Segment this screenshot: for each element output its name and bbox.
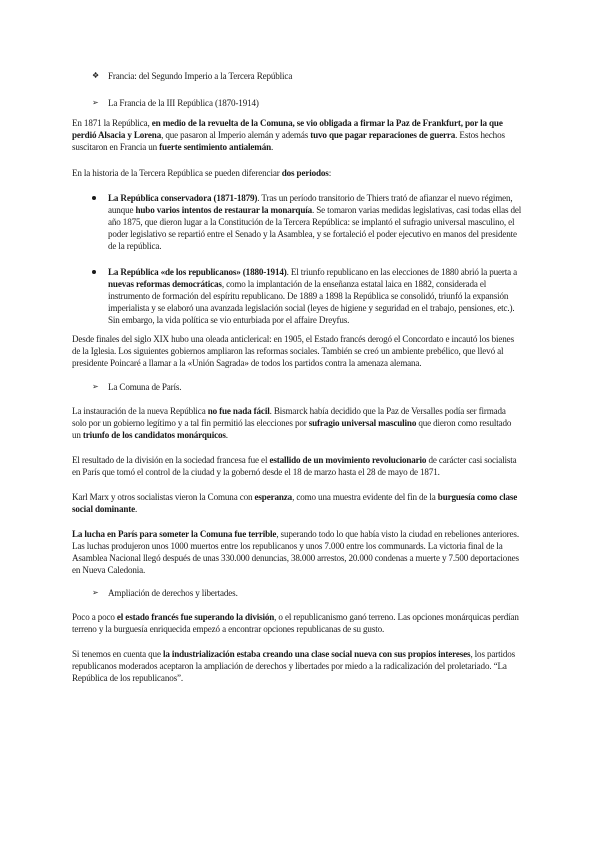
heading-ampliacion-derechos: Ampliación de derechos y libertades. xyxy=(108,588,238,598)
paragraph-movimiento-revolucionario xyxy=(72,454,522,478)
bold-run: La República conservadora (1871-1879) xyxy=(108,193,258,203)
heading-tercera-republica: La Francia de la III República (1870-1914) xyxy=(108,98,259,108)
text-run: Karl Marx y otros socialistas vieron la Comuna con xyxy=(72,492,255,502)
bold-run: hubo varios intentos de restaurar la monarquía xyxy=(135,205,312,215)
text-run: . xyxy=(225,430,228,440)
text-run: . Tras un período transitorio de Thiers trató de afianzar el nuevo régimen, aunque xyxy=(108,193,513,215)
text-run: , los partidos republicanos moderados aceptaron la ampliación de derechos y libertades por miedo a la radicalización del proletariado. “La República de los republicanos”. xyxy=(72,649,516,683)
text-run: , como la implantación de la enseñanza estatal laica en 1882, considerada el instrumento de formación del espíritu republicano. De 1889 a 1898 la República se consolidó, triunfó la expansión imperialista y se elaboró una avanzada legislación social (leyes de higiene y seguridad en el trabajo, pensiones, etc.). Sin embargo, la vida política se vio enturbiada por el affaire Dreyfus. xyxy=(108,279,515,325)
text-run: En la historia de la Tercera República se pueden diferenciar xyxy=(72,168,282,178)
text-run: En 1871 la República, xyxy=(72,118,152,128)
bold-run: en medio de la revuelta de la Comuna, se vio obligada a firmar la Paz de Frankfurt, por la que perdió Alsacia y Lorena xyxy=(72,118,503,140)
bold-run: La República «de los republicanos» (1880-1914) xyxy=(108,267,287,277)
arrow-bullet-icon: ➢ xyxy=(92,382,99,391)
list-item-republica-republicanos xyxy=(108,266,522,326)
paragraph-lucha-paris xyxy=(72,528,522,576)
bold-run: tuvo que pagar reparaciones de guerra xyxy=(310,130,456,140)
paragraph-oleada-anticlerical: Desde finales del siglo XIX hubo una oleada anticlerical: en 1905, el Estado francés derogó el Concordato e incautó los bienes de la Iglesia. Los siguientes gobiernos ampliaron las reformas sociales. También se creó un ambiente prebélico, que llevó al presidente Poincaré a llamar a la «Unión Sagrada» de todos los partidos contra la amenaza alemana. xyxy=(72,334,514,368)
paragraph-instauracion xyxy=(72,405,522,441)
bold-run: nuevas reformas democráticas xyxy=(108,279,222,289)
text-run: , que pasaron al Imperio alemán y además xyxy=(161,130,311,140)
text-run: , o el republicanismo ganó terreno. Las opciones monárquicas perdían terreno y la burguesía enriquecida empezó a encontrar opciones republicanas de su gusto. xyxy=(72,612,519,634)
list-bullet-icon xyxy=(92,196,96,200)
bold-run: burguesía como clase social dominante xyxy=(72,492,518,514)
text-run: La instauración de la nueva República xyxy=(72,406,208,416)
list-bullet-icon xyxy=(92,270,96,274)
paragraph-paz-frankfurt xyxy=(72,117,522,153)
text-run: . Bismarck había decidido que la Paz de Versalles podía ser firmada solo por un gobierno legítimo y a tal fin permitió las elecciones por xyxy=(72,406,506,428)
text-run: Si tenemos en cuenta que xyxy=(72,649,163,659)
bold-run: sufragio universal masculino xyxy=(308,418,417,428)
text-run: : xyxy=(328,168,332,178)
bold-run: la industrialización estaba creando una clase social nueva con sus propios intereses xyxy=(162,649,471,659)
heading-francia: Francia: del Segundo Imperio a la Tercera República xyxy=(108,71,293,81)
text-run: . Estos hechos suscitaron en Francia un xyxy=(72,130,505,152)
arrow-bullet-icon: ➢ xyxy=(92,588,99,597)
paragraph-estado-frances xyxy=(72,611,522,635)
text-run: , como una muestra evidente del fin de la xyxy=(292,492,438,502)
text-run: El resultado de la división en la sociedad francesa fue el xyxy=(72,455,270,465)
text-run: de carácter casi socialista en París que tomó el control de la ciudad y la gobernó desde el 18 de marzo hasta el 28 de mayo de 1871. xyxy=(72,455,517,477)
bold-run: no fue nada fácil xyxy=(207,406,270,416)
text-run: Poco a poco xyxy=(72,612,117,622)
text-run: . El triunfo republicano en las elecciones de 1880 abrió la puerta a xyxy=(286,267,518,277)
bold-run: La lucha en París para someter la Comuna fue terrible xyxy=(72,529,277,539)
bold-run: estallido de un movimiento revolucionario xyxy=(269,455,427,465)
list-item-republica-conservadora xyxy=(108,192,522,252)
paragraph-dos-periodos xyxy=(72,167,522,179)
heading-comuna-paris: La Comuna de París. xyxy=(108,382,182,392)
arrow-bullet-icon: ➢ xyxy=(92,98,99,107)
diamond-bullet-icon: ❖ xyxy=(92,71,100,80)
bold-run: dos periodos xyxy=(281,168,329,178)
text-run: que dieron como resultado un xyxy=(72,418,512,440)
text-run: , superando todo lo que había visto la ciudad en rebeliones anteriores. Las luchas produjeron unos 1000 muertos entre los republicanos y unos 7.000 entre los communards. La victoria final de la Asamblea Nacional llegó después de unas 330.000 denuncias, 38.000 arrestos, 20.000 condenas a muerte y 7.500 deportaciones en Nueva Caledonia. xyxy=(72,529,519,575)
bold-run: triunfo de los candidatos monárquicos xyxy=(82,430,226,440)
paragraph-karl-marx xyxy=(72,491,522,515)
paragraph-industrializacion xyxy=(72,648,522,684)
bold-run: el estado francés fue superando la división xyxy=(116,612,275,622)
text-run: . xyxy=(271,142,274,152)
bold-run: fuerte sentimiento antialemán xyxy=(159,142,271,152)
text-run: . Se tomaron varias medidas legislativas, casi todas ellas del año 1875, que dieron lugar a la Constitución de la Tercera República: se implantó el sufragio universal masculino, el poder legislativo se repartió entre el Senado y la Asamblea, y se fortaleció el poder ejecutivo en manos del presidente de la república. xyxy=(108,205,522,251)
text-run: . xyxy=(135,504,138,514)
bold-run: esperanza xyxy=(254,492,293,502)
